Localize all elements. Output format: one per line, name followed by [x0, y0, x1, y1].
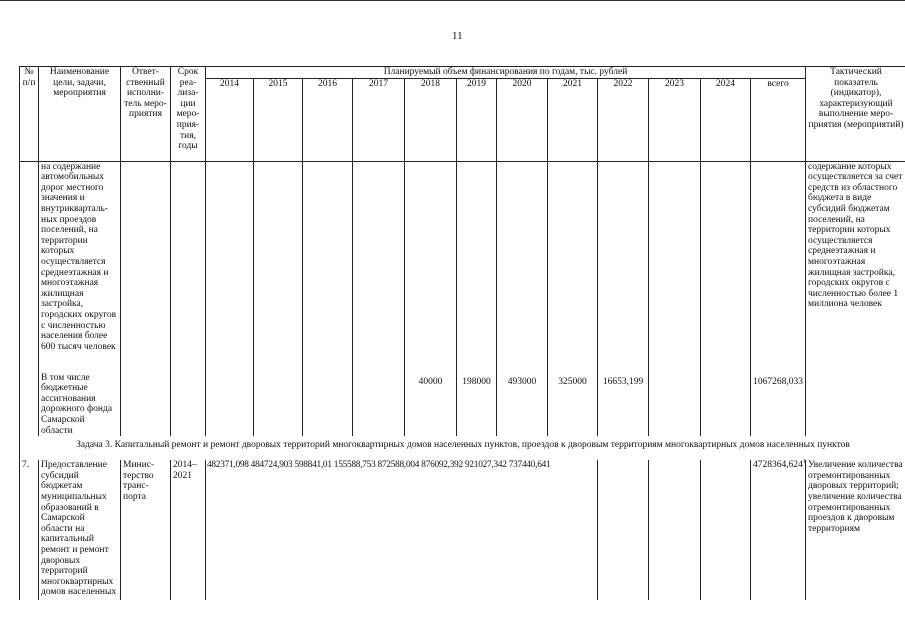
row7-name: Предоставление субсидий бюджетам муниципальных образований в Самарской области на капитальный ремонт и ремонт дворовых территорий многоквартирных домов населенных [39, 460, 121, 600]
table-row-continuation [20, 161, 905, 367]
header-period: Срок реа-лиза-ции меро-прия-тия, годы [171, 67, 206, 162]
header-year: 2021 [548, 78, 598, 161]
header-year: 2018 [405, 78, 457, 161]
financing-table [19, 66, 905, 631]
top-rule [0, 0, 905, 1]
header-indicator: Тактический показатель (индикатор), характеризующий выполнение меро-приятия (мероприятий) [806, 67, 905, 162]
task3-heading: Задача 3. Капитальный ремонт и ремонт дворовых территорий многоквартирных домов населенных пунктов, проездов к дворовым территориям многоквартирных домов населенных пунктов [76, 440, 850, 451]
including-total: 1067268,033 [753, 376, 803, 387]
header-year: 2019 [457, 78, 497, 161]
continuation-indicator: содержание которых осуществляется за счет средств из областного бюджета в виде субсидий бюджетам поселений, на территории которых осуществляется среднеэтажная и многоэтажная жилищная застройка, городских округов с численностью более 1 миллиона человек [806, 161, 905, 367]
including-name: В том числе бюджетные ассигнования дорожного фонда Самарской области [41, 372, 113, 436]
header-total: всего [751, 78, 806, 161]
header-name: Наименование цели, задачи, мероприятия [39, 67, 121, 162]
table-row-including [20, 367, 905, 437]
header-year: 2020 [497, 78, 548, 161]
including-2022: 16653,199 [602, 376, 644, 387]
header-year: 2014 [206, 78, 254, 161]
continuation-name: на содержание автомобильных дорог местного значения и внутрикварталь-ных проездов поселений, на территории которых осуществляется среднеэтажная и многоэтажная жилищная застройка, городских округов с численностью населения более 600 тысяч человек [39, 161, 121, 367]
header-year: 2016 [303, 78, 353, 161]
header-year: 2024 [701, 78, 751, 161]
header-num: № п/п [20, 67, 39, 162]
row7-total-footnote: 1 [802, 459, 806, 465]
table-row-task3 [20, 436, 905, 460]
including-2021: 325000 [558, 376, 587, 387]
header-year: 2017 [353, 78, 405, 161]
row7-period: 2014–2021 [171, 460, 206, 600]
row7-num: 7. [20, 460, 39, 600]
page-number: 11 [452, 30, 463, 42]
row7-year-values: 482371,098 484724,903 598841,01 155588,753 872588,004 876092,392 921027,342 737440,641 [207, 460, 551, 471]
including-2018: 40000 [418, 376, 443, 387]
row7-total: 4728364,624 [753, 460, 803, 471]
header-responsible: Ответ-ственный исполни-тель меро-приятия [121, 67, 171, 162]
table-row-7 [20, 460, 905, 600]
row7-responsible: Минис-терство транс-порта [121, 460, 171, 600]
header-year: 2022 [598, 78, 649, 161]
including-2020: 493000 [507, 376, 537, 387]
header-year: 2023 [649, 78, 701, 161]
row7-indicator: Увеличение количества отремонтированных дворовых территорий; увеличение количества отремонтированных проездов к дворовым территориям [806, 460, 905, 600]
including-2019: 198000 [462, 376, 491, 387]
header-financing: Планируемый объем финансирования по годам, тыс. рублей [206, 67, 806, 79]
header-year: 2015 [254, 78, 303, 161]
